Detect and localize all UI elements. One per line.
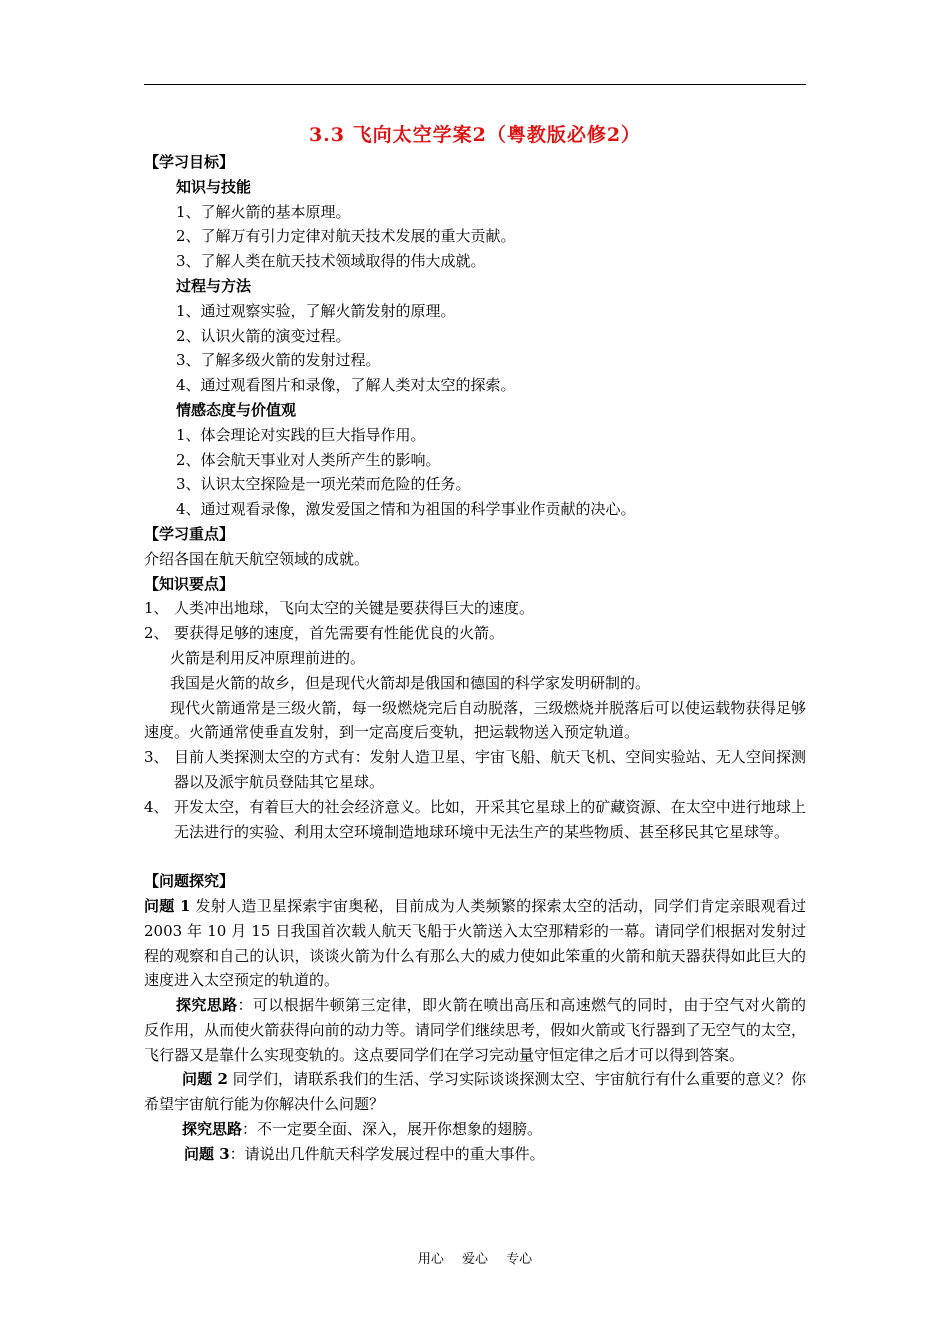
idea-text: ：不一定要全面、深入，展开你想象的翅膀。 xyxy=(242,1120,543,1139)
list-item: 3、了解人类在航天技术领域取得的伟大成就。 xyxy=(176,252,486,271)
question-label: 问题 2 xyxy=(182,1070,228,1089)
question-label: 问题 3 xyxy=(184,1144,230,1163)
question-3 xyxy=(144,1142,806,1167)
point-number: 4、 xyxy=(144,797,169,816)
knowledge-sub-paragraph: 火箭是利用反冲原理前进的。 xyxy=(170,648,366,667)
list-item: 2、了解万有引力定律对航天技术发展的重大贡献。 xyxy=(176,227,516,246)
knowledge-sub-paragraph: 现代火箭通常是三级火箭，每一级燃烧完后自动脱落，三级燃烧并脱落后可以使运载物获得足够速度。火箭通常使垂直发射，到一定高度后变轨，把运载物送入预定轨道。 xyxy=(144,698,806,742)
section-heading-objectives: 【学习目标】 xyxy=(144,153,235,171)
list-item: 2、认识火箭的演变过程。 xyxy=(176,326,351,345)
list-item: 3、了解多级火箭的发射过程。 xyxy=(176,351,381,370)
subheading-knowledge: 知识与技能 xyxy=(176,177,252,196)
point-text: 要获得足够的速度，首先需要有性能优良的火箭。 xyxy=(174,624,505,643)
spacer xyxy=(144,844,806,869)
point-text: 目前人类探测太空的方式有：发射人造卫星、宇宙飞船、航天飞机、空间实验站、无人空间探测器以及派宇航员登陆其它星球。 xyxy=(174,748,806,791)
question-1 xyxy=(144,894,806,993)
point-text: 开发太空，有着巨大的社会经济意义。比如，开采其它星球上的矿藏资源、在太空中进行地球上无法进行的实验、利用太空环境制造地球环境中无法生产的某些物质、甚至移民其它星球等。 xyxy=(174,797,806,841)
point-number: 3、 xyxy=(144,748,169,767)
point-number: 1、 xyxy=(144,599,169,618)
list-item: 1、体会理论对实践的巨大指导作用。 xyxy=(176,425,426,444)
point-text: 人类冲出地球，飞向太空的关键是要获得巨大的速度。 xyxy=(174,599,535,618)
list-item: 4、通过观看录像，激发爱国之情和为祖国的科学事业作贡献的决心。 xyxy=(176,500,636,519)
knowledge-point-2 xyxy=(144,621,806,646)
question-text: 同学们，请联系我们的生活、学习实际谈谈探测太空、宇宙航行有什么重要的意义？你希望宇宙航行能为你解决什么问题？ xyxy=(144,1070,806,1114)
page-footer: 用心 爱心 专心 xyxy=(417,1252,533,1267)
list-item: 1、了解火箭的基本原理。 xyxy=(176,202,351,221)
subheading-process: 过程与方法 xyxy=(176,276,252,295)
list-item: 1、通过观察实验，了解火箭发射的原理。 xyxy=(176,301,456,320)
list-item: 3、认识太空探险是一项光荣而危险的任务。 xyxy=(176,475,471,494)
subheading-attitude: 情感态度与价值观 xyxy=(176,400,297,419)
question-label: 问题 1 xyxy=(144,896,191,915)
knowledge-point-4 xyxy=(144,795,806,845)
section-heading-inquiry: 【问题探究】 xyxy=(144,872,235,891)
point-number: 2、 xyxy=(144,624,169,643)
knowledge-sub-paragraph: 我国是火箭的故乡，但是现代火箭却是俄国和德国的科学家发明研制的。 xyxy=(170,673,651,692)
knowledge-point-3 xyxy=(144,745,806,795)
section-heading-key-point: 【学习重点】 xyxy=(144,524,235,543)
list-item: 2、体会航天事业对人类所产生的影响。 xyxy=(176,450,441,469)
idea-label: 探究思路 xyxy=(176,996,238,1015)
idea-label: 探究思路 xyxy=(182,1120,243,1139)
knowledge-point-1 xyxy=(144,596,806,621)
inquiry-idea-1 xyxy=(144,993,806,1067)
question-2 xyxy=(144,1067,806,1117)
key-point-text: 介绍各国在航天航空领域的成就。 xyxy=(144,549,370,568)
document-title: 3.3 飞向太空学案2（粤教版必修2） xyxy=(308,124,642,146)
question-text: 发射人造卫星探索宇宙奥秘，目前成为人类频繁的探索太空的活动，同学们肯定亲眼观看过 2003 年 10 月 15 日我国首次载人航天飞船于火箭送入太空那精彩的一幕。请同学们根据对发射过程的观察和自己的认识，谈谈火箭为什么有那么大的威力使如此笨重的火箭和航天器获得如此巨大的速度进入太空预定的轨道的。 xyxy=(144,896,806,990)
list-item: 4、通过观看图片和录像，了解人类对太空的探索。 xyxy=(176,376,516,395)
inquiry-idea-2 xyxy=(144,1117,806,1142)
document-body xyxy=(144,120,806,1167)
idea-text: ：可以根据牛顿第三定律，即火箭在喷出高压和高速燃气的同时，由于空气对火箭的反作用，从而使火箭获得向前的动力等。请同学们继续思考，假如火箭或飞行器到了无空气的太空，飞行器又是靠什么实现变轨的。这点要同学们在学习完动量守恒定律之后才可以得到答案。 xyxy=(144,996,806,1064)
header-rule xyxy=(144,84,806,85)
section-heading-knowledge-points: 【知识要点】 xyxy=(144,574,235,593)
question-text: ：请说出几件航天科学发展过程中的重大事件。 xyxy=(229,1144,545,1163)
